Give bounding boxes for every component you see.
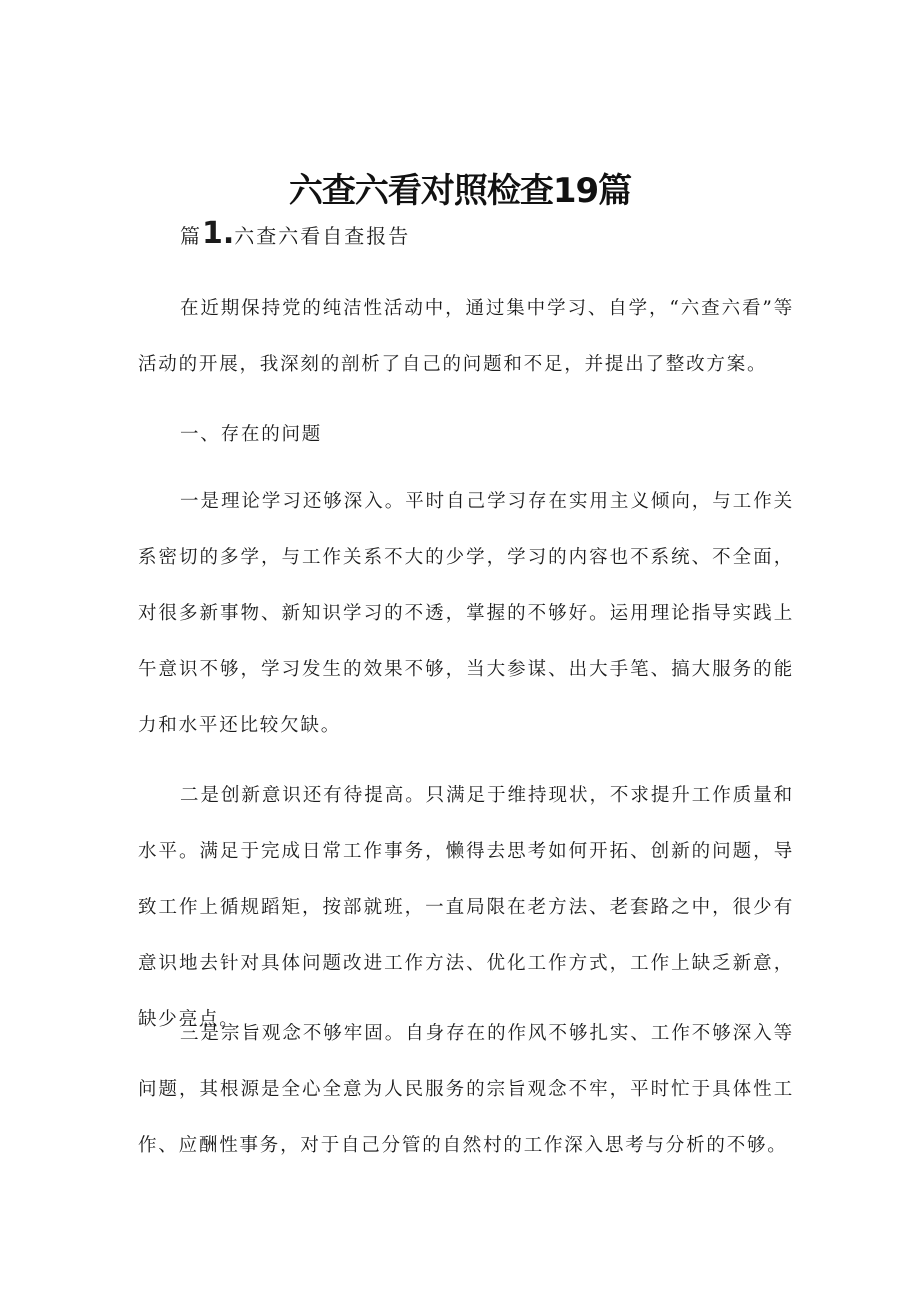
paragraph-intro: 在近期保持党的纯洁性活动中，通过集中学习、自学，“六查六看”等活动的开展，我深刻的剖析了自己的问题和不足，并提出了整改方案。 xyxy=(138,298,794,375)
paragraph-innovation: 二是创新意识还有待提高。只满足于维持现状，不求提升工作质量和水平。满足于完成日常工作事务，懒得去思考如何开拓、创新的问题，导致工作上循规蹈矩，按部就班，一直局限在老方法、老套路之中，很少有意识地去针对具体问题改进工作方法、优化工作方式，工作上缺乏新意，缺少亮点。 xyxy=(138,785,794,1030)
section-number: 1. xyxy=(202,216,235,251)
paragraph-service-purpose: 三是宗旨观念不够牢固。自身存在的作风不够扎实、工作不够深入等问题，其根源是全心全意为人民服务的宗旨观念不牢，平时忙于具体性工作、应酬性事务，对于自己分管的自然村的工作深入思考与分析的不够。 xyxy=(138,1023,794,1156)
section-prefix: 篇 xyxy=(180,224,202,248)
section-heading xyxy=(180,212,410,256)
section-title: 六查六看自查报告 xyxy=(234,224,411,248)
page-title: 六查六看对照检查19篇 xyxy=(288,170,632,211)
paragraph-heading-problems: 一、存在的问题 xyxy=(180,424,323,445)
paragraph-theory-study: 一是理论学习还够深入。平时自己学习存在实用主义倾向，与工作关系密切的多学，与工作关系不大的少学，学习的内容也不系统、不全面，对很多新事物、新知识学习的不透，掌握的不够好。运用理论指导实践上午意识不够，学习发生的效果不够，当大参谋、出大手笔、搞大服务的能力和水平还比较欠缺。 xyxy=(138,491,794,736)
